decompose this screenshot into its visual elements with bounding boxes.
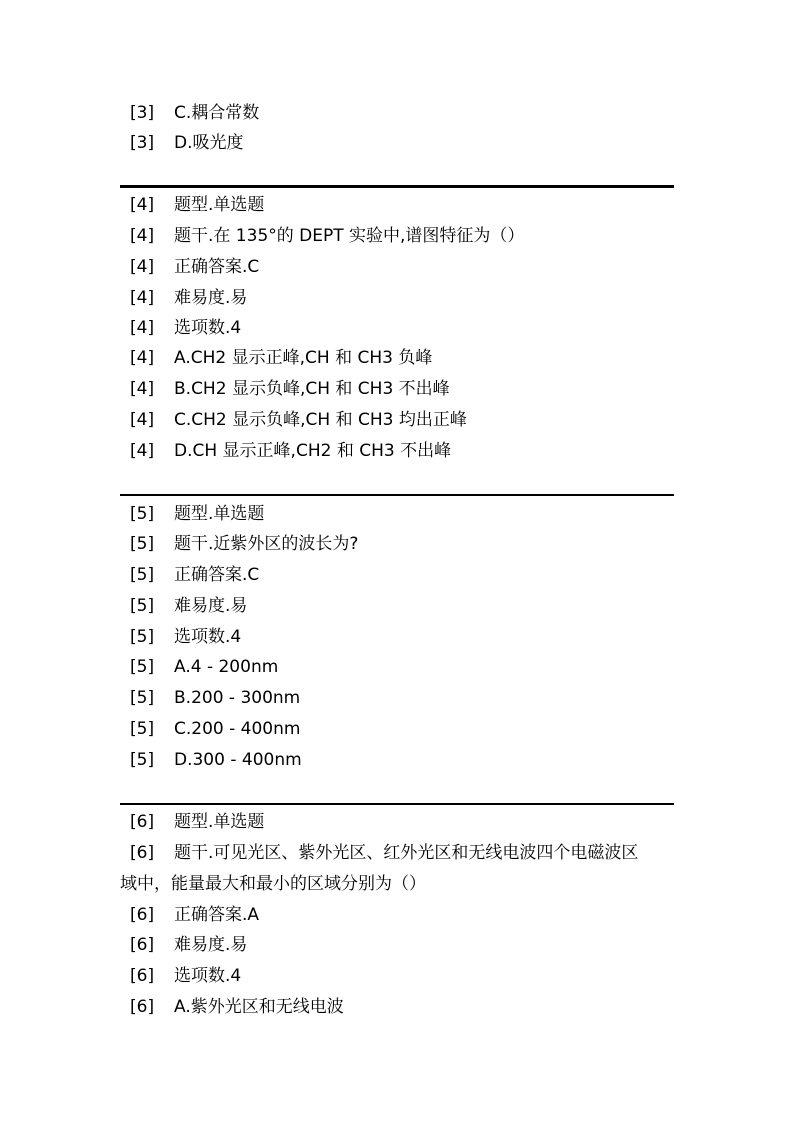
question-number: [5] — [130, 688, 155, 708]
question-number: [5] — [130, 534, 155, 554]
line-text: 选项数.4 — [174, 966, 242, 986]
question-5-option-b — [130, 688, 300, 708]
line-text: 题干.在 135°的 DEPT 实验中,谱图特征为（） — [174, 226, 525, 246]
question-6-option-count — [130, 966, 241, 986]
line-text: 选项数.4 — [174, 627, 242, 647]
question-number: [4] — [130, 288, 155, 308]
line-text: 题干.可见光区、紫外光区、红外光区和无线电波四个电磁波区 — [174, 843, 639, 863]
section-divider — [120, 185, 674, 188]
section-divider — [120, 494, 674, 496]
question-4-option-b — [130, 379, 450, 399]
line-text: B.CH2 显示负峰,CH 和 CH3 不出峰 — [174, 379, 450, 399]
question-number: [6] — [130, 935, 155, 955]
question-5-option-count — [130, 627, 241, 647]
line-text: 题型.单选题 — [174, 504, 265, 524]
line-text: 题型.单选题 — [174, 812, 265, 832]
line-text: 正确答案.A — [174, 905, 260, 925]
line-text: D.CH 显示正峰,CH2 和 CH3 不出峰 — [174, 441, 452, 461]
line-text: C.耦合常数 — [174, 103, 260, 123]
line-text: A.4 - 200nm — [174, 657, 279, 677]
line-text: D.300 - 400nm — [174, 750, 302, 770]
line-text: D.吸光度 — [174, 133, 244, 153]
question-number: [6] — [130, 997, 155, 1017]
question-number: [5] — [130, 719, 155, 739]
question-number: [6] — [130, 812, 155, 832]
question-3-option-c — [130, 103, 259, 123]
line-text: 难易度.易 — [174, 935, 248, 955]
question-number: [4] — [130, 441, 155, 461]
section-divider — [120, 803, 674, 805]
line-text: 题型.单选题 — [174, 195, 265, 215]
question-number: [4] — [130, 226, 155, 246]
question-number: [4] — [130, 318, 155, 338]
question-6-difficulty — [130, 935, 247, 955]
question-6-option-a — [130, 997, 344, 1017]
question-4-option-count — [130, 318, 241, 338]
line-text: A.紫外光区和无线电波 — [174, 997, 344, 1017]
question-5-answer — [130, 565, 259, 585]
question-number: [6] — [130, 905, 155, 925]
question-number: [4] — [130, 257, 155, 277]
line-text: A.CH2 显示正峰,CH 和 CH3 负峰 — [174, 348, 433, 368]
line-text: B.200 - 300nm — [174, 688, 301, 708]
question-4-option-a — [130, 348, 432, 368]
question-number: [6] — [130, 966, 155, 986]
question-6-stem — [130, 843, 638, 863]
line-text: 难易度.易 — [174, 288, 248, 308]
line-text: 题干.近紫外区的波长为? — [174, 534, 359, 554]
line-text: 难易度.易 — [174, 596, 248, 616]
question-number: [3] — [130, 103, 155, 123]
question-number: [3] — [130, 133, 155, 153]
question-4-answer — [130, 257, 259, 277]
question-number: [4] — [130, 348, 155, 368]
question-6-stem-continuation: 域中，能量最大和最小的区域分别为（） — [120, 874, 426, 894]
question-5-type — [130, 504, 264, 524]
line-text: 正确答案.C — [174, 565, 260, 585]
question-3-option-d — [130, 133, 244, 153]
question-number: [6] — [130, 843, 155, 863]
question-4-option-c — [130, 410, 467, 430]
question-number: [4] — [130, 379, 155, 399]
question-number: [4] — [130, 195, 155, 215]
line-text: 选项数.4 — [174, 318, 242, 338]
question-number: [5] — [130, 596, 155, 616]
question-5-option-d — [130, 750, 302, 770]
question-number: [5] — [130, 657, 155, 677]
question-5-difficulty — [130, 596, 247, 616]
question-4-option-d — [130, 441, 451, 461]
question-5-option-c — [130, 719, 300, 739]
question-number: [5] — [130, 565, 155, 585]
line-text: 正确答案.C — [174, 257, 260, 277]
question-6-answer — [130, 905, 259, 925]
question-number: [4] — [130, 410, 155, 430]
line-text: C.200 - 400nm — [174, 719, 301, 739]
question-6-type — [130, 812, 264, 832]
question-4-difficulty — [130, 288, 247, 308]
question-number: [5] — [130, 627, 155, 647]
line-text: C.CH2 显示负峰,CH 和 CH3 均出正峰 — [174, 410, 467, 430]
question-5-stem — [130, 534, 358, 554]
question-5-option-a — [130, 657, 278, 677]
question-4-type — [130, 195, 264, 215]
question-4-stem — [130, 226, 524, 246]
question-number: [5] — [130, 750, 155, 770]
question-number: [5] — [130, 504, 155, 524]
